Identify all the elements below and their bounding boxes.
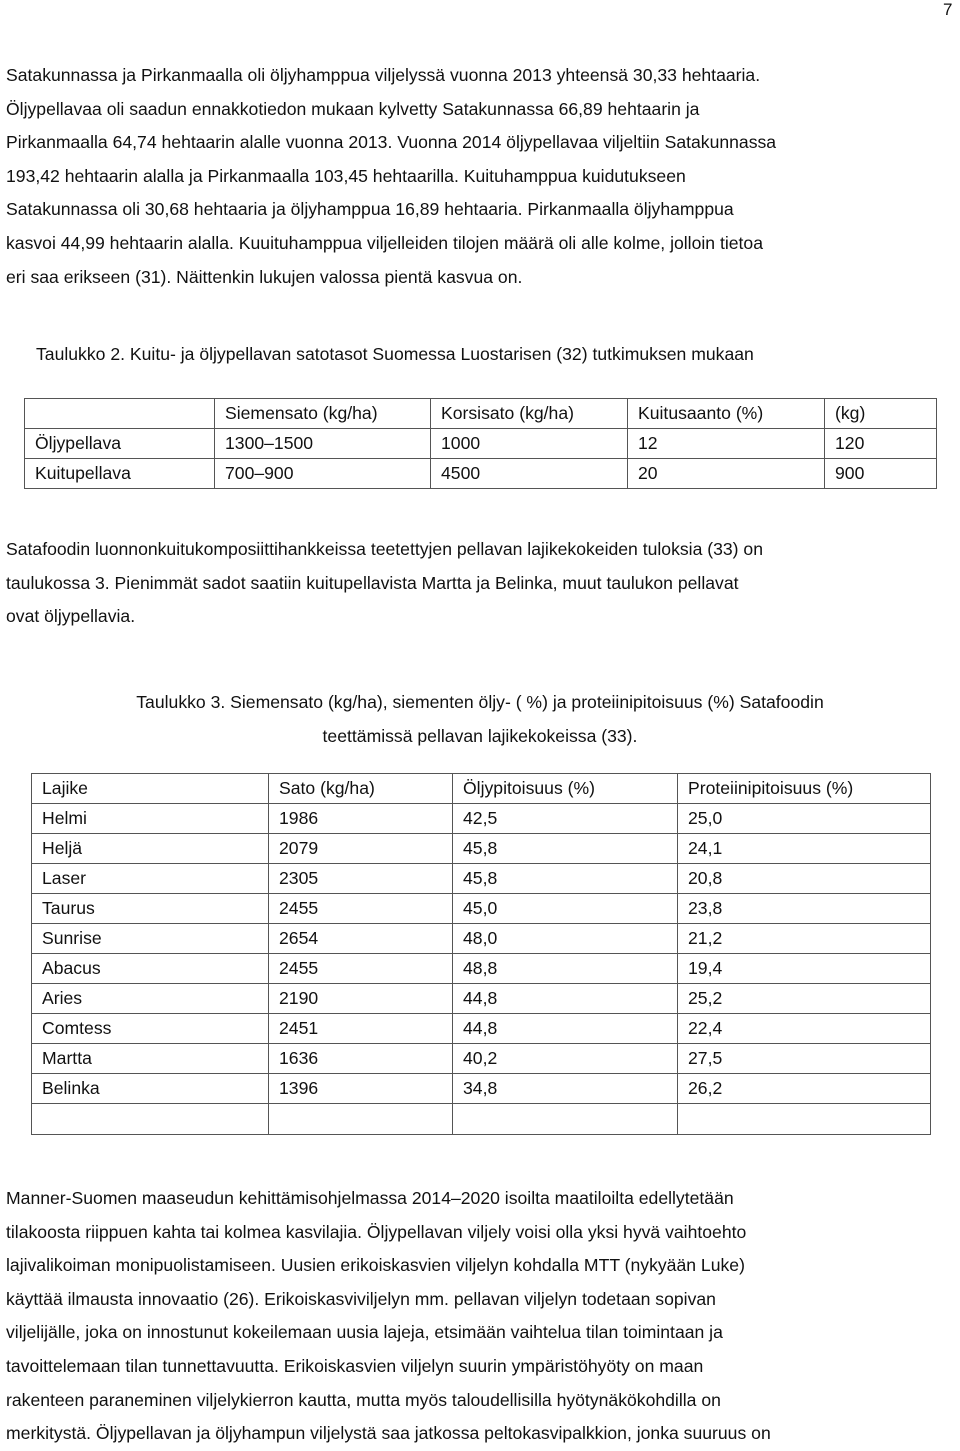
table-cell: Comtess (32, 1014, 269, 1044)
table-cell: Kuitusaanto (%) (628, 399, 825, 429)
table-cell: 23,8 (678, 894, 931, 924)
table-cell: 42,5 (453, 804, 678, 834)
table-cell: 12 (628, 429, 825, 459)
table-cell: 25,2 (678, 984, 931, 1014)
table-cell: Taurus (32, 894, 269, 924)
table-cell: Kuitupellava (25, 459, 215, 489)
table-cell: Korsisato (kg/ha) (431, 399, 628, 429)
table-cell: 2455 (269, 894, 453, 924)
text-line: käyttää ilmausta innovaatio (26). Erikoiskasviviljelyn mm. pellavan viljelyn todetaan sopivan (6, 1288, 716, 1309)
caption-line: Taulukko 3. Siemensato (kg/ha), siementen öljy- ( %) ja proteiinipitoisuus (%) Satafoodin (136, 692, 824, 712)
table-cell: 48,8 (453, 954, 678, 984)
table-cell-empty (269, 1104, 453, 1135)
text-line: Öljypellavaa oli saadun ennakkotiedon mukaan kylvetty Satakunnassa 66,89 hehtaarin ja (6, 98, 700, 119)
table-cell: Öljypellava (25, 429, 215, 459)
text-line: Satakunnassa ja Pirkanmaalla oli öljyhamppua viljelyssä vuonna 2013 yhteensä 30,33 hehtaaria. (6, 65, 761, 85)
table-cell: 120 (825, 429, 937, 459)
table-cell: 27,5 (678, 1044, 931, 1074)
table-cell: 2654 (269, 924, 453, 954)
table-cell: 45,8 (453, 864, 678, 894)
table-cell: (kg) (825, 399, 937, 429)
text-line: Pirkanmaalla 64,74 hehtaarin alalle vuonna 2013. Vuonna 2014 öljypellavaa viljeltiin Satakunnassa (6, 132, 777, 153)
table-row-empty (32, 1104, 931, 1135)
table-cell: Öljypitoisuus (%) (453, 774, 678, 804)
table-cell: 24,1 (678, 834, 931, 864)
text-line: tilakoosta riippuen kahta tai kolmea kasvilajia. Öljypellavan viljely voisi olla yksi hyvä vaihtoehto (6, 1221, 747, 1242)
table-row (32, 1074, 931, 1104)
paragraph-2 (6, 533, 960, 634)
text-line: taulukossa 3. Pienimmät sadot saatiin kuitupellavista Martta ja Belinka, muut taulukon pellavat (6, 572, 739, 593)
text-line: merkitystä. Öljypellavan ja öljyhampun viljelystä saa jatkossa peltokasvipalkkion, jonka suuruus on (6, 1423, 771, 1444)
text-line: lajivalikoiman monipuolistamiseen. Uusien erikoiskasvien viljelyn kohdalla MTT (nykyään Luke) (6, 1255, 745, 1276)
table-cell: Sato (kg/ha) (269, 774, 453, 804)
table-2 (24, 398, 937, 489)
table-cell: 25,0 (678, 804, 931, 834)
table-cell: 1300–1500 (215, 429, 431, 459)
table-cell: 2305 (269, 864, 453, 894)
table-cell-empty (678, 1104, 931, 1135)
table-cell: 20,8 (678, 864, 931, 894)
table-cell: Sunrise (32, 924, 269, 954)
text-line: tavoittelemaan tilan tunnettavuutta. Erikoiskasvien viljelyn suurin ympäristöhyöty on maan (6, 1355, 704, 1376)
table-row (25, 429, 937, 459)
table-3 (31, 773, 931, 1135)
table-cell: 22,4 (678, 1014, 931, 1044)
table-cell: 1636 (269, 1044, 453, 1074)
table-row (25, 459, 937, 489)
text-line: rakenteen paraneminen viljelykierron kautta, mutta myös taloudellisilla hyötynäkökohdilla on (6, 1389, 721, 1410)
table-cell: Aries (32, 984, 269, 1014)
table-row (32, 1044, 931, 1074)
table-cell: 19,4 (678, 954, 931, 984)
table-cell: 34,8 (453, 1074, 678, 1104)
text-line: kasvoi 44,99 hehtaarin alalla. Kuuituhamppua viljelleiden tilojen määrä oli alle kolme, jolloin tietoa (6, 232, 763, 253)
table-cell: 4500 (431, 459, 628, 489)
text-line: ovat öljypellavia. (6, 606, 136, 627)
table-cell: 44,8 (453, 1014, 678, 1044)
table-3-caption (0, 686, 960, 753)
text-line: Satafoodin luonnonkuitukomposiittihankkeissa teetettyjen pellavan lajikekokeiden tuloksia (33) on (6, 539, 764, 559)
table-cell: Abacus (32, 954, 269, 984)
paragraph-1 (6, 59, 960, 294)
table-cell-empty (453, 1104, 678, 1135)
table-cell: 2190 (269, 984, 453, 1014)
text-line: viljelijälle, joka on innostunut kokeilemaan uusia lajeja, etsimään vaihtelua tilan toimintaan ja (6, 1322, 723, 1343)
table-cell: 700–900 (215, 459, 431, 489)
table-cell: 45,8 (453, 834, 678, 864)
table-cell: 900 (825, 459, 937, 489)
table-header-row (25, 399, 937, 429)
table-cell: 1396 (269, 1074, 453, 1104)
table-cell: Laser (32, 864, 269, 894)
table-row (32, 924, 931, 954)
table-cell-empty (32, 1104, 269, 1135)
page-number: 7 (943, 0, 953, 19)
table-cell (25, 399, 215, 429)
table-cell: Heljä (32, 834, 269, 864)
table-cell: 26,2 (678, 1074, 931, 1104)
table-cell: 44,8 (453, 984, 678, 1014)
table-cell: Belinka (32, 1074, 269, 1104)
table-cell: Helmi (32, 804, 269, 834)
table-row (32, 864, 931, 894)
table-row (32, 954, 931, 984)
table-row (32, 894, 931, 924)
text-line: Manner-Suomen maaseudun kehittämisohjelmassa 2014–2020 isoilta maatiloilta edellytetään (6, 1188, 734, 1208)
table-cell: 2455 (269, 954, 453, 984)
table-cell: 1000 (431, 429, 628, 459)
text-line: 193,42 hehtaarin alalla ja Pirkanmaalla 103,45 hehtaarilla. Kuituhamppua kuidutukseen (6, 165, 686, 186)
table-cell: 40,2 (453, 1044, 678, 1074)
table-cell: Martta (32, 1044, 269, 1074)
text-line: eri saa erikseen (31). Näittenkin lukujen valossa pientä kasvua on. (6, 266, 523, 287)
paragraph-3 (6, 1182, 960, 1451)
table-row (32, 804, 931, 834)
table-cell: Proteiinipitoisuus (%) (678, 774, 931, 804)
table-header-row (32, 774, 931, 804)
table-cell: Siemensato (kg/ha) (215, 399, 431, 429)
table-row (32, 1014, 931, 1044)
table-cell: 20 (628, 459, 825, 489)
table-cell: Lajike (32, 774, 269, 804)
table-cell: 45,0 (453, 894, 678, 924)
table-2-caption: Taulukko 2. Kuitu- ja öljypellavan satotasot Suomessa Luostarisen (32) tutkimuksen mukaan (36, 344, 754, 364)
table-cell: 21,2 (678, 924, 931, 954)
text-line: Satakunnassa oli 30,68 hehtaaria ja öljyhamppua 16,89 hehtaaria. Pirkanmaalla öljyhamppua (6, 199, 734, 220)
caption-line: teettämissä pellavan lajikekokeissa (33). (322, 725, 638, 746)
table-cell: 2079 (269, 834, 453, 864)
table-row (32, 834, 931, 864)
table-cell: 2451 (269, 1014, 453, 1044)
table-cell: 1986 (269, 804, 453, 834)
table-row (32, 984, 931, 1014)
table-cell: 48,0 (453, 924, 678, 954)
